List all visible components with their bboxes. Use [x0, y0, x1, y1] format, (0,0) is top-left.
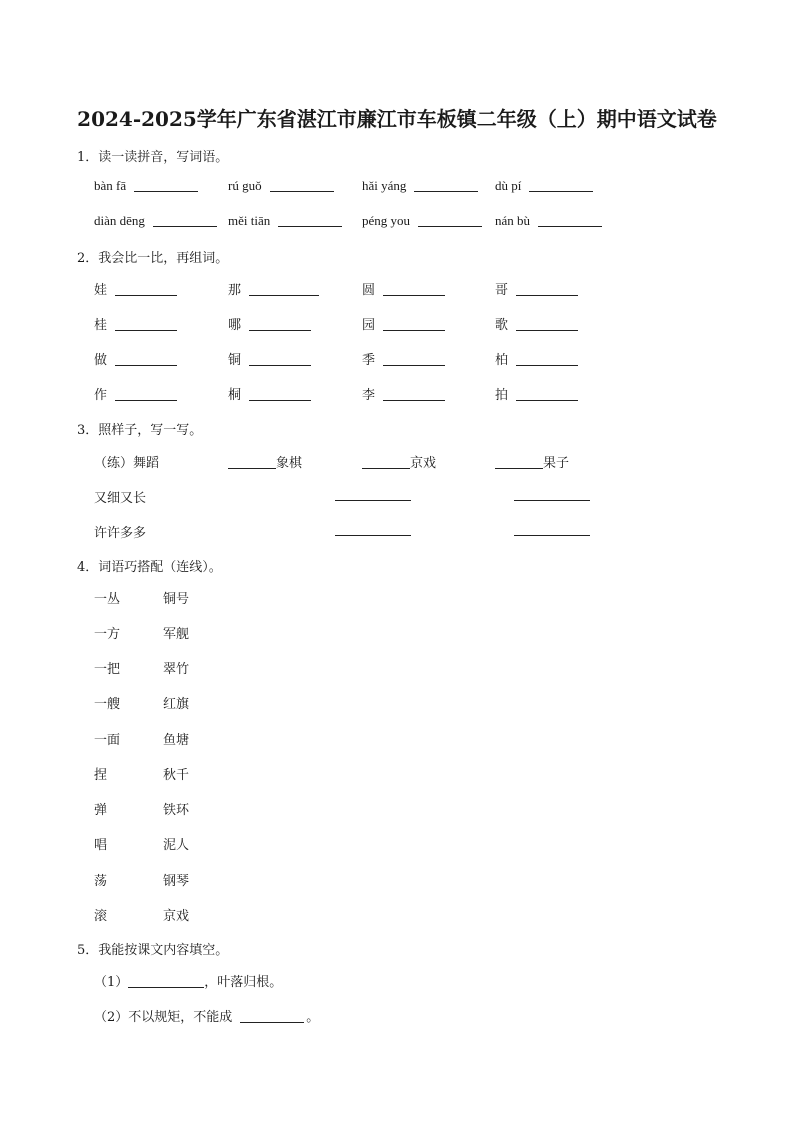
- answer-blank[interactable]: [249, 364, 311, 366]
- q1-item: [495, 213, 602, 229]
- q2-item: [228, 384, 311, 403]
- char-label: 哪: [228, 318, 242, 333]
- answer-blank[interactable]: [514, 535, 590, 536]
- q2-item: [495, 314, 578, 333]
- answer-blank[interactable]: [538, 225, 602, 227]
- q2-item: [495, 279, 578, 298]
- char-label: 柏: [495, 353, 509, 368]
- answer-blank[interactable]: [383, 364, 445, 366]
- char-label: 那: [228, 283, 242, 298]
- answer-blank[interactable]: [418, 225, 482, 227]
- q2-item: [362, 349, 445, 368]
- item-suffix: ，叶落归根。: [204, 975, 283, 990]
- match-right-item[interactable]: 红旗: [163, 697, 190, 712]
- answer-blank[interactable]: [383, 294, 445, 296]
- char-label: 拍: [495, 388, 509, 403]
- char-label: 娃: [94, 283, 108, 298]
- page-title: 2024-2025学年广东省湛江市廉江市车板镇二年级（上）期中语文试卷: [77, 107, 717, 131]
- match-right-item[interactable]: 铁环: [163, 803, 190, 818]
- match-left-item[interactable]: 荡: [94, 874, 108, 889]
- answer-blank[interactable]: [529, 190, 593, 192]
- char-label: 铜: [228, 353, 242, 368]
- answer-blank[interactable]: [383, 399, 445, 401]
- q3-heading: 3．照样子，写一写。: [77, 423, 203, 438]
- answer-blank[interactable]: [335, 500, 411, 501]
- q2-item: [495, 349, 578, 368]
- match-left-item[interactable]: 滚: [94, 909, 108, 924]
- match-right-item[interactable]: 钢琴: [163, 874, 190, 889]
- q3-prompt: 许许多多: [94, 526, 147, 541]
- char-label: 歌: [495, 318, 509, 333]
- match-left-item[interactable]: 一艘: [94, 697, 121, 712]
- answer-blank[interactable]: [249, 329, 311, 331]
- answer-blank[interactable]: [153, 225, 217, 227]
- answer-blank[interactable]: [516, 329, 578, 331]
- match-right-item[interactable]: 京戏: [163, 909, 190, 924]
- answer-blank[interactable]: [335, 535, 411, 536]
- q2-item: [362, 279, 445, 298]
- answer-blank[interactable]: [516, 294, 578, 296]
- q1-item: [94, 178, 198, 194]
- answer-blank[interactable]: [514, 500, 590, 501]
- pinyin-label: rú guǒ: [228, 178, 262, 193]
- answer-blank[interactable]: [516, 364, 578, 366]
- q2-item: [94, 279, 177, 298]
- answer-blank[interactable]: [115, 294, 177, 296]
- answer-blank[interactable]: [115, 399, 177, 401]
- item-prefix: （2）不以规矩，不能成: [94, 1010, 233, 1025]
- q2-item: [362, 314, 445, 333]
- match-right-item[interactable]: 鱼塘: [163, 733, 190, 748]
- match-right-item[interactable]: 翠竹: [163, 662, 190, 677]
- match-right-item[interactable]: 泥人: [163, 838, 190, 853]
- char-label: 季: [362, 353, 376, 368]
- answer-blank[interactable]: [228, 467, 276, 469]
- q2-item: [228, 349, 311, 368]
- match-left-item[interactable]: 一方: [94, 627, 121, 642]
- q3-prompt: 又细又长: [94, 491, 147, 506]
- answer-blank[interactable]: [362, 467, 410, 469]
- answer-blank[interactable]: [495, 467, 543, 469]
- pinyin-label: péng you: [362, 213, 411, 228]
- answer-blank[interactable]: [383, 329, 445, 331]
- pinyin-label: dù pí: [495, 178, 522, 193]
- char-label: 哥: [495, 283, 509, 298]
- q2-item: [94, 314, 177, 333]
- answer-blank[interactable]: [249, 399, 311, 401]
- q3-example: （练）舞蹈: [94, 456, 160, 471]
- match-right-item[interactable]: 军舰: [163, 627, 190, 642]
- q2-item: [228, 314, 311, 333]
- match-right-item[interactable]: 秋千: [163, 768, 190, 783]
- q1-item: [228, 213, 342, 229]
- item-suffix: 。: [306, 1010, 320, 1025]
- q1-item: [362, 213, 482, 229]
- q5-item-2: [94, 1006, 319, 1025]
- pinyin-label: měi tiān: [228, 213, 271, 228]
- answer-blank[interactable]: [249, 294, 319, 296]
- q2-item: [94, 384, 177, 403]
- answer-blank[interactable]: [134, 190, 198, 192]
- word-label: 果子: [543, 456, 570, 471]
- char-label: 做: [94, 353, 108, 368]
- q5-heading: 5．我能按课文内容填空。: [77, 943, 229, 958]
- q1-heading: 1．读一读拼音，写词语。: [77, 150, 229, 165]
- answer-blank[interactable]: [278, 225, 342, 227]
- answer-blank[interactable]: [414, 190, 478, 192]
- match-left-item[interactable]: 唱: [94, 838, 108, 853]
- q5-item-1: [94, 971, 282, 990]
- char-label: 作: [94, 388, 108, 403]
- q4-heading: 4．词语巧搭配（连线）。: [77, 560, 222, 575]
- answer-blank[interactable]: [270, 190, 334, 192]
- q2-item: [362, 384, 445, 403]
- item-prefix: （1）: [94, 975, 129, 990]
- match-left-item[interactable]: 捏: [94, 768, 108, 783]
- q1-item: [228, 178, 334, 194]
- pinyin-label: diàn dēng: [94, 213, 145, 228]
- char-label: 李: [362, 388, 376, 403]
- match-right-item[interactable]: 铜号: [163, 592, 190, 607]
- q2-item: [495, 384, 578, 403]
- char-label: 园: [362, 318, 376, 333]
- answer-blank[interactable]: [115, 364, 177, 366]
- q1-item: [362, 178, 478, 194]
- q3-item: [228, 452, 302, 471]
- answer-blank[interactable]: [115, 329, 177, 331]
- pinyin-label: bàn fā: [94, 178, 127, 193]
- q3-item: [495, 452, 569, 471]
- match-left-item[interactable]: 弹: [94, 803, 108, 818]
- match-left-item[interactable]: 一把: [94, 662, 121, 677]
- q1-item: [495, 178, 593, 194]
- char-label: 桂: [94, 318, 108, 333]
- q2-heading: 2．我会比一比，再组词。: [77, 251, 229, 266]
- q1-item: [94, 213, 217, 229]
- char-label: 桐: [228, 388, 242, 403]
- match-left-item[interactable]: 一面: [94, 733, 121, 748]
- pinyin-label: hǎi yáng: [362, 178, 407, 193]
- char-label: 圆: [362, 283, 376, 298]
- pinyin-label: nán bù: [495, 213, 531, 228]
- q2-item: [94, 349, 177, 368]
- word-label: 象棋: [276, 456, 303, 471]
- answer-blank[interactable]: [240, 1021, 304, 1023]
- answer-blank[interactable]: [516, 399, 578, 401]
- q2-item: [228, 279, 319, 298]
- word-label: 京戏: [410, 456, 437, 471]
- match-left-item[interactable]: 一丛: [94, 592, 121, 607]
- answer-blank[interactable]: [128, 986, 204, 988]
- q3-item: [362, 452, 436, 471]
